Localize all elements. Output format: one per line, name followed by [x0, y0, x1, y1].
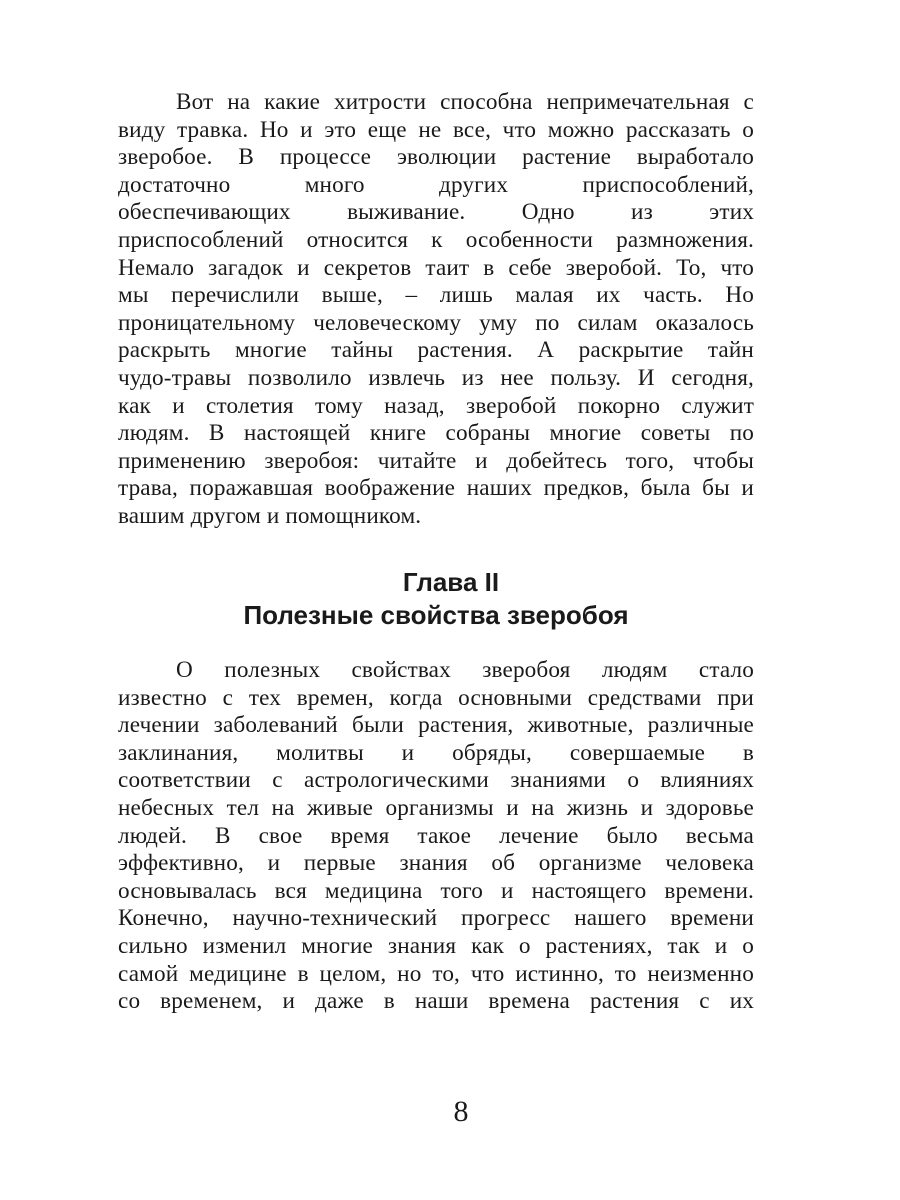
text-line: лечении заболеваний были растения, животные, различные	[118, 712, 754, 739]
text-line: виду травка. Но и это еще не все, что можно рассказать о	[118, 116, 754, 143]
text-line: проницательному человеческому уму по силам оказалось	[118, 309, 754, 336]
text-line: людей. В свое время такое лечение было весьма	[118, 822, 754, 849]
text-line: раскрыть многие тайны растения. А раскрытие тайн	[118, 337, 754, 364]
text-line: соответствии с астрологическими знаниями о влияниях	[118, 767, 754, 794]
chapter-number: Глава II	[402, 567, 500, 597]
text-line: сильно изменил многие знания как о растениях, так и о	[118, 932, 754, 959]
paragraph-chapter-body	[118, 657, 754, 1016]
text-line: со временем, и даже в наши времена растения с их	[118, 988, 754, 1015]
paragraph-intro	[118, 89, 754, 531]
text-line: самой медицине в целом, но то, что истинно, то неизменно	[118, 960, 754, 987]
text-line: заклинания, молитвы и обряды, совершаемые в	[118, 739, 754, 766]
text-line: Немало загадок и секретов таит в себе зверобой. То, что	[118, 254, 754, 281]
text-line: вашим другом и помощником.	[118, 502, 422, 529]
page-number: 8	[453, 1095, 469, 1128]
text-line: людям. В настоящей книге собраны многие советы по	[118, 420, 754, 447]
text-line: Конечно, научно-технический прогресс нашего времени	[118, 905, 754, 932]
text-line: основывалась вся медицина того и настоящего времени.	[118, 877, 754, 904]
text-line: мы перечислили выше, – лишь малая их часть. Но	[118, 282, 754, 309]
text-line: зверобое. В процессе эволюции растение выработало	[118, 144, 754, 171]
text-line: достаточно много других приспособлений,	[118, 171, 754, 198]
text-line: обеспечивающих выживание. Одно из этих	[118, 199, 754, 226]
chapter-title: Полезные свойства зверобоя	[243, 600, 629, 630]
text-line: эффективно, и первые знания об организме человека	[118, 850, 754, 877]
text-line: О полезных свойствах зверобоя людям стало	[176, 657, 754, 683]
text-line: трава, поражавшая воображение наших предков, была бы и	[118, 475, 754, 502]
text-line: как и столетия тому назад, зверобой покорно служит	[118, 392, 754, 419]
text-line: приспособлений относится к особенности размножения.	[118, 226, 754, 253]
text-line: чудо-травы позволило извлечь из нее пользу. И сегодня,	[118, 364, 754, 391]
text-line: известно с тех времен, когда основными средствами при	[118, 684, 754, 711]
text-line: применению зверобоя: читайте и добейтесь того, чтобы	[118, 447, 754, 474]
text-line: небесных тел на живые организмы и на жизнь и здоровье	[118, 794, 754, 821]
text-line: Вот на какие хитрости способна непримечательная с	[176, 89, 754, 115]
